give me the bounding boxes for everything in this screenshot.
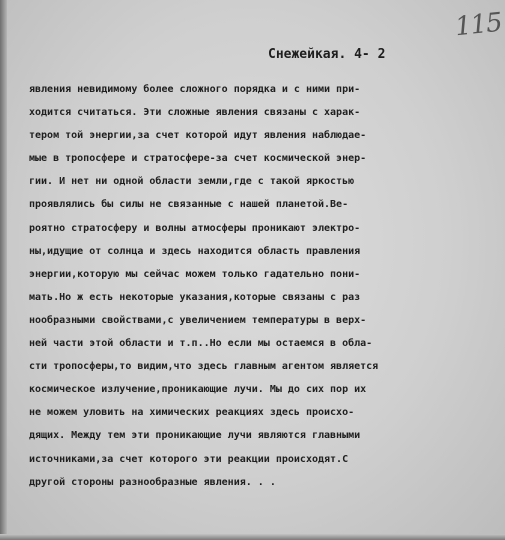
text-line: энергии,которую мы сейчас можем только гадательно пони- xyxy=(29,268,361,280)
scan-left-edge xyxy=(0,0,7,540)
text-line: тером той энергии,за счет которой идут явления наблюдае- xyxy=(29,130,367,142)
text-line: роятно стратосферу и волны атмосферы проникают электро- xyxy=(29,222,361,234)
text-line: дящих. Между тем эти проникающие лучи являются главными xyxy=(29,430,361,442)
sheet-header: Снежейкая. 4- 2 xyxy=(268,47,386,62)
text-line: проявлялись бы силы не связанные с нашей планетой.Ве- xyxy=(29,199,349,211)
typewritten-body xyxy=(29,78,491,494)
text-line: ходится считаться. Эти сложные явления связаны с харак- xyxy=(29,107,361,119)
text-line: гии. И нет ни одной области земли,где с такой яркостью xyxy=(29,176,355,188)
text-line: явления невидимому более сложного порядка и с ними при- xyxy=(29,84,361,95)
handwritten-page-number: 115 xyxy=(453,7,504,43)
text-line: другой стороны разнообразные явления. . . xyxy=(29,476,276,488)
text-line: ней части этой области и т.п..Но если мы остаемся в обла- xyxy=(29,338,373,350)
text-line: ны,идущие от солнца и здесь находится область правления xyxy=(29,245,361,257)
text-line: нообразными свойствами,с увеличением температуры в верх- xyxy=(29,314,367,326)
text-line: мать.Но ж есть некоторые указания,которые связаны с раз xyxy=(29,291,361,303)
text-line: мые в тропосфере и стратосфере-за счет космической энер- xyxy=(29,153,367,165)
scan-bottom-edge xyxy=(0,534,505,540)
text-line: космическое излучение,проникающие лучи. Мы до сих пор их xyxy=(29,384,367,396)
text-line: источниками,за счет которого эти реакции происходят.С xyxy=(29,453,349,465)
text-line: сти тропосферы,то видим,что здесь главным агентом является xyxy=(29,361,379,373)
text-line: не можем уловить на химических реакциях здесь происхо- xyxy=(29,407,355,419)
